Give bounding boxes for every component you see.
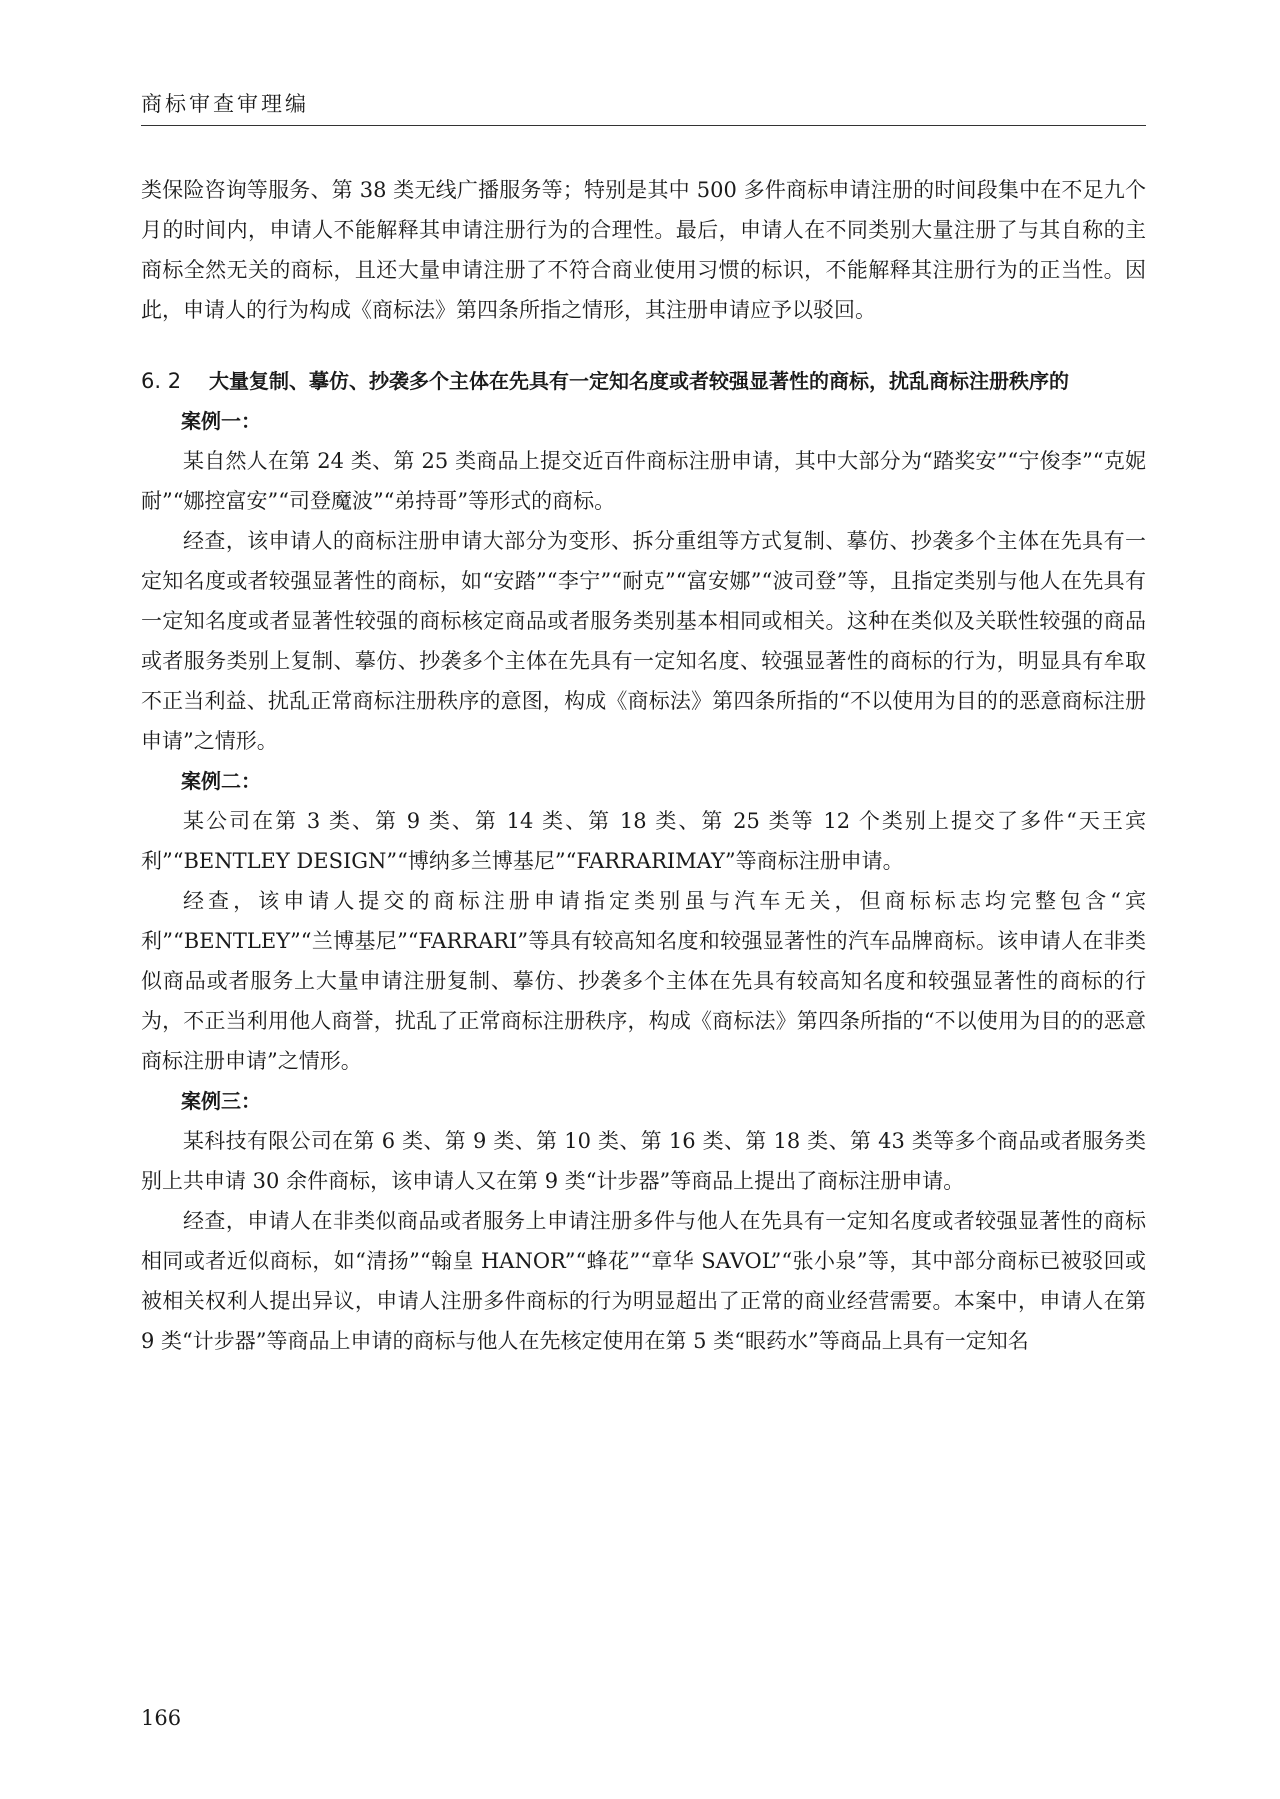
case-heading: 案例一：	[181, 409, 261, 433]
page-body	[141, 170, 1146, 1361]
case-paragraph: 经查，该申请人提交的商标注册申请指定类别虽与汽车无关，但商标标志均完整包含“宾利”“BENTLEY”“兰博基尼”“FARRARI”等具有较高知名度和较强显著性的汽车品牌商标。该申请人在非类似商品或者服务上大量申请注册复制、摹仿、抄袭多个主体在先具有较高知名度和较强显著性的商标的行为，不正当利用他人商誉，扰乱了正常商标注册秩序，构成《商标法》第四条所指的“不以使用为目的的恶意商标注册申请”之情形。	[141, 889, 1146, 1073]
section-number: 6. 2	[141, 369, 182, 393]
section-heading	[141, 361, 1146, 401]
header-rule	[141, 125, 1146, 126]
case-paragraph: 某自然人在第 24 类、第 25 类商品上提交近百件商标注册申请，其中大部分为“踏奖安”“宁俊李”“克妮耐”“娜控富安”“司登魔波”“弟持哥”等形式的商标。	[141, 449, 1146, 513]
intro-paragraph: 类保险咨询等服务、第 38 类无线广播服务等；特别是其中 500 多件商标申请注册的时间段集中在不足九个月的时间内，申请人不能解释其申请注册行为的合理性。最后，申请人在不同类别大量注册了与其自称的主商标全然无关的商标，且还大量申请注册了不符合商业使用习惯的标识，不能解释其注册行为的正当性。因此，申请人的行为构成《商标法》第四条所指之情形，其注册申请应予以驳回。	[141, 178, 1146, 322]
case-paragraph: 经查，该申请人的商标注册申请大部分为变形、拆分重组等方式复制、摹仿、抄袭多个主体在先具有一定知名度或者较强显著性的商标，如“安踏”“李宁”“耐克”“富安娜”“波司登”等，且指定类别与他人在先具有一定知名度或者显著性较强的商标核定商品或者服务类别基本相同或相关。这种在类似及关联性较强的商品或者服务类别上复制、摹仿、抄袭多个主体在先具有一定知名度、较强显著性的商标的行为，明显具有牟取不正当利益、扰乱正常商标注册秩序的意图，构成《商标法》第四条所指的“不以使用为目的的恶意商标注册申请”之情形。	[141, 529, 1146, 753]
case-heading: 案例二：	[181, 769, 261, 793]
running-header-title: 商标审查审理编	[141, 92, 309, 116]
case-heading: 案例三：	[181, 1089, 261, 1113]
case-paragraph: 某科技有限公司在第 6 类、第 9 类、第 10 类、第 16 类、第 18 类、第 43 类等多个商品或者服务类别上共申请 30 余件商标，该申请人又在第 9 类“计步器”等商品上提出了商标注册申请。	[141, 1129, 1146, 1193]
case-paragraph: 某公司在第 3 类、第 9 类、第 14 类、第 18 类、第 25 类等 12 个类别上提交了多件“天王宾利”“BENTLEY DESIGN”“博纳多兰博基尼”“FARRARIMAY”等商标注册申请。	[141, 809, 1146, 873]
case-paragraph: 经查，申请人在非类似商品或者服务上申请注册多件与他人在先具有一定知名度或者较强显著性的商标相同或者近似商标，如“清扬”“翰皇 HANOR”“蜂花”“章华 SAVOL”“张小泉”等，其中部分商标已被驳回或被相关权利人提出异议，申请人注册多件商标的行为明显超出了正常的商业经营需要。本案中，申请人在第 9 类“计步器”等商品上申请的商标与他人在先核定使用在第 5 类“眼药水”等商品上具有一定知名	[141, 1209, 1146, 1353]
page-number: 166	[141, 1706, 182, 1730]
section-title: 大量复制、摹仿、抄袭多个主体在先具有一定知名度或者较强显著性的商标，扰乱商标注册秩序的	[209, 369, 1069, 393]
